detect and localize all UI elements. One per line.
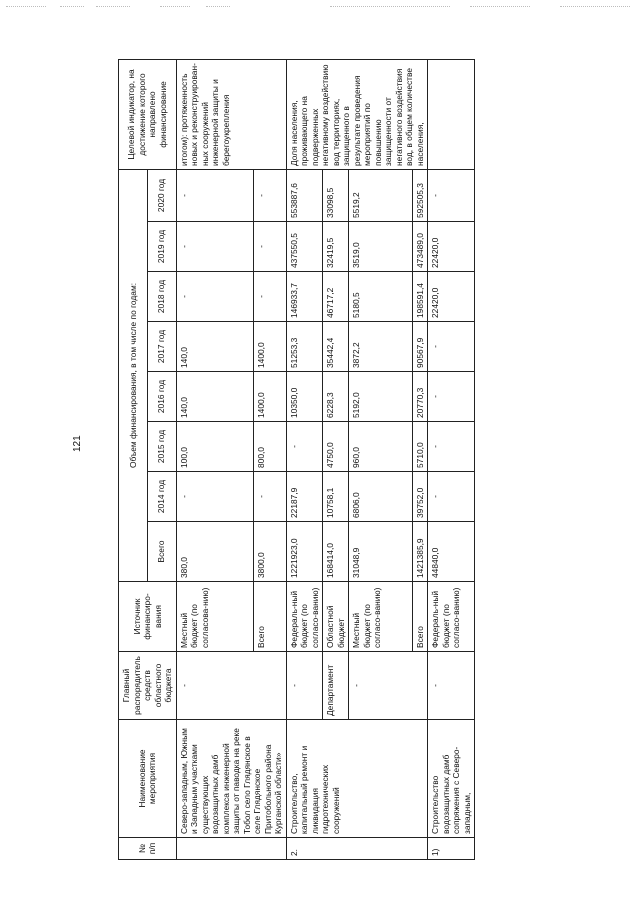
page-header-marks bbox=[0, 6, 640, 12]
cell-year: 22420,0 bbox=[428, 222, 475, 272]
cell-year: - bbox=[253, 272, 286, 322]
cell-year: - bbox=[176, 169, 253, 221]
cell-year: - bbox=[428, 169, 475, 221]
cell-year: 10758,1 bbox=[323, 472, 349, 522]
cell-year: - bbox=[428, 322, 475, 372]
cell-source: Местный бюджет (по согласо-ванию) bbox=[349, 582, 413, 652]
cell-year: 553887,6 bbox=[286, 169, 323, 221]
cell-year: - bbox=[286, 422, 323, 472]
cell-year: 32419,5 bbox=[323, 222, 349, 272]
cell-year: 90567,9 bbox=[412, 322, 428, 372]
cell-num: 2. bbox=[286, 838, 428, 860]
cell-year: - bbox=[428, 472, 475, 522]
cell-year: 22420,0 bbox=[428, 272, 475, 322]
cell-manager: Департамент bbox=[323, 652, 349, 720]
cell-year: 198591,4 bbox=[412, 272, 428, 322]
header-year: 2020 год bbox=[147, 169, 176, 221]
cell-year: 35442,4 bbox=[323, 322, 349, 372]
cell-year: 5710,0 bbox=[412, 422, 428, 472]
cell-year: 33098,5 bbox=[323, 169, 349, 221]
cell-num: 1) bbox=[428, 838, 475, 860]
header-year: 2014 год bbox=[147, 472, 176, 522]
cell-indicator: итогом): протяженность новых и реконструирован-ных сооружений инженерной защиты и берегоукрепления bbox=[176, 59, 286, 169]
cell-year: - bbox=[253, 222, 286, 272]
cell-name: Строительство водозащитных дамб сопряжения с Северо-западным, bbox=[428, 720, 475, 838]
cell-source: Всего bbox=[253, 582, 286, 652]
cell-source: Всего bbox=[412, 582, 428, 652]
cell-year: 20770,3 bbox=[412, 372, 428, 422]
cell-year: 39752,0 bbox=[412, 472, 428, 522]
cell-year: 960,0 bbox=[349, 422, 413, 472]
header-total: Всего bbox=[147, 522, 176, 582]
header-year: 2015 год bbox=[147, 422, 176, 472]
cell-year: 3519,0 bbox=[349, 222, 413, 272]
cell-year: 6806,0 bbox=[349, 472, 413, 522]
header-manager: Главный распорядитель средств областного бюджета bbox=[119, 652, 177, 720]
cell-year: 10350,0 bbox=[286, 372, 323, 422]
cell-year: 800,0 bbox=[253, 422, 286, 472]
page-number: 121 bbox=[72, 435, 83, 452]
cell-source: Областной бюджет bbox=[323, 582, 349, 652]
cell-year: - bbox=[176, 222, 253, 272]
cell-source: Местный бюджет (по согласова-нию) bbox=[176, 582, 253, 652]
cell-manager: - bbox=[286, 652, 323, 720]
cell-year: 22187,9 bbox=[286, 472, 323, 522]
cell-year: 100,0 bbox=[176, 422, 253, 472]
cell-total: 168414,0 bbox=[323, 522, 349, 582]
cell-year: 4750,0 bbox=[323, 422, 349, 472]
cell-year: - bbox=[253, 472, 286, 522]
cell-year: 3872,2 bbox=[349, 322, 413, 372]
cell-year: 146933,7 bbox=[286, 272, 323, 322]
rotated-table-wrapper bbox=[118, 60, 638, 860]
header-year: 2016 год bbox=[147, 372, 176, 422]
cell-year: 5180,5 bbox=[349, 272, 413, 322]
cell-year: 140,0 bbox=[176, 372, 253, 422]
cell-year: 473489,0 bbox=[412, 222, 428, 272]
header-year: 2017 год bbox=[147, 322, 176, 372]
cell-indicator bbox=[428, 59, 475, 169]
cell-year: 5192,0 bbox=[349, 372, 413, 422]
header-funding-group: Объем финансирования, в том числе по годам: bbox=[119, 169, 148, 581]
header-indicator: Целевой индикатор, на достижение которого направлено финансирование bbox=[119, 59, 177, 169]
header-name: Наименование мероприятия bbox=[119, 720, 177, 838]
table-row bbox=[176, 59, 253, 859]
cell-total: 1221923,0 bbox=[286, 522, 323, 582]
funding-table bbox=[118, 59, 475, 860]
cell-year: 140,0 bbox=[176, 322, 253, 372]
cell-year: 592505,3 bbox=[412, 169, 428, 221]
table-row bbox=[428, 59, 475, 859]
cell-year: - bbox=[176, 272, 253, 322]
cell-indicator: Доля населения, проживающего на подверженных негативному воздействию вод территориях, защищенного в результате проведения мероприятий по повышению защищенности от негативного воздействия вод, в общем количестве населения, bbox=[286, 59, 428, 169]
cell-year: 1400,0 bbox=[253, 372, 286, 422]
table-row bbox=[286, 59, 323, 859]
cell-year: - bbox=[428, 372, 475, 422]
cell-total: 44840,0 bbox=[428, 522, 475, 582]
cell-year: 1400,0 bbox=[253, 322, 286, 372]
cell-manager: - bbox=[349, 652, 428, 720]
cell-year: 5519,2 bbox=[349, 169, 413, 221]
cell-total: 380,0 bbox=[176, 522, 253, 582]
cell-year: 6228,3 bbox=[323, 372, 349, 422]
cell-name: Строительство, капитальный ремонт и ликвидация гидротехнических сооружений bbox=[286, 720, 428, 838]
header-year: 2019 год bbox=[147, 222, 176, 272]
cell-year: 437550,5 bbox=[286, 222, 323, 272]
header-num: № п/п bbox=[119, 838, 177, 860]
cell-source: Федераль-ный бюджет (по согласо-ванию) bbox=[428, 582, 475, 652]
cell-total: 3800,0 bbox=[253, 522, 286, 582]
cell-name: Северо-западным, Южным и Западным участками существующих водозащитных дамб комплекса инженерной защиты от паводка на реке Тобол село Глядянское в селе Глядянское Притобольного района Курганской области» bbox=[176, 720, 286, 838]
cell-manager: - bbox=[428, 652, 475, 720]
header-source: Источник финансиро-вания bbox=[119, 582, 177, 652]
cell-source: Федераль-ный бюджет (по согласо-ванию) bbox=[286, 582, 323, 652]
cell-year: - bbox=[176, 472, 253, 522]
cell-year: - bbox=[428, 422, 475, 472]
cell-year: - bbox=[253, 169, 286, 221]
header-year: 2018 год bbox=[147, 272, 176, 322]
cell-total: 31048,9 bbox=[349, 522, 413, 582]
cell-num bbox=[176, 838, 286, 860]
cell-year: 51253,3 bbox=[286, 322, 323, 372]
cell-year: 46717,2 bbox=[323, 272, 349, 322]
cell-total: 1421385,9 bbox=[412, 522, 428, 582]
cell-manager: - bbox=[176, 652, 286, 720]
